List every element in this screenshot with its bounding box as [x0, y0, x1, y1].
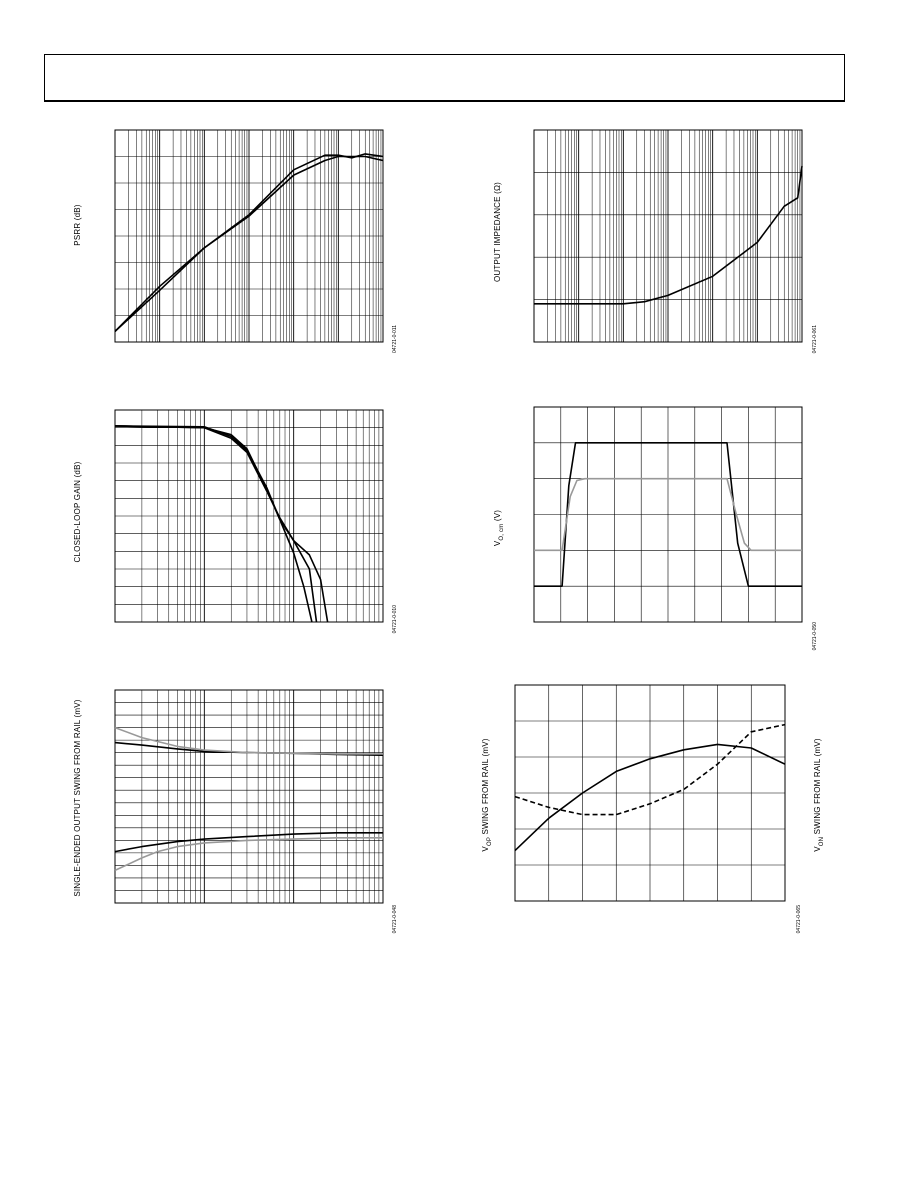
vocm-y-axis-label-unit: (V): [493, 509, 502, 524]
vocm-plot-area: [534, 407, 802, 622]
vocm-figure-id: 04721-0-050: [812, 622, 818, 651]
von-y-axis-label-unit: SWING FROM RAIL (mV): [813, 738, 822, 837]
output-impedance-chart: [480, 120, 830, 360]
output-impedance-y-axis-label: OUTPUT IMPEDANCE (Ω): [493, 181, 502, 283]
output-impedance-plot-area: [534, 130, 802, 342]
closed-loop-gain-plot-area: [115, 410, 383, 622]
vop-y-axis-label-main: V: [481, 846, 490, 852]
vop-y-axis-label-unit: SWING FROM RAIL (mV): [481, 738, 490, 837]
series-line-2: [115, 426, 317, 622]
psrr-chart: [60, 120, 410, 360]
single-ended-swing-plot-area: [115, 690, 383, 903]
vocm-y-axis-label: [493, 510, 505, 546]
vocm-y-axis-label-main: V: [493, 540, 502, 547]
closed-loop-gain-y-axis-label: CLOSED-LOOP GAIN (dB): [73, 461, 82, 563]
series-line-3: [115, 833, 383, 852]
closed-loop-gain-chart: [60, 400, 410, 640]
psrr-figure-id: 04721-0-011: [392, 325, 398, 353]
vocm-y-axis-label-sub: O, cm: [499, 523, 505, 541]
output-impedance-figure-id: 04721-0-061: [812, 325, 818, 354]
single-ended-swing-figure-id: 04721-0-048: [392, 905, 398, 934]
series-line-2: [115, 728, 383, 754]
swing-dual-axis-figure-id: 04721-0-065: [796, 905, 802, 934]
single-ended-swing-chart: [60, 680, 410, 934]
vop-y-axis-label-sub: OP: [487, 836, 493, 847]
von-y-axis-label-main: V: [813, 846, 822, 852]
psrr-y-axis-label: PSRR (dB): [73, 204, 82, 246]
page-header-box: [44, 54, 845, 102]
von-y-axis-label: [813, 738, 825, 852]
single-ended-swing-y-axis-label: SINGLE-ENDED OUTPUT SWING FROM RAIL (mV): [73, 699, 82, 897]
closed-loop-gain-figure-id: 04721-0-010: [392, 605, 398, 634]
series-line-3: [115, 426, 312, 622]
von-y-axis-label-sub: ON: [819, 836, 825, 847]
vocm-chart: [480, 400, 830, 651]
series-line-1: [115, 426, 328, 622]
plot-frame: [115, 690, 383, 903]
swing-dual-axis-plot-area: [515, 685, 785, 901]
vop-y-axis-label: [481, 738, 493, 851]
swing-dual-axis-chart: [470, 675, 850, 934]
psrr-plot-area: [115, 130, 383, 342]
